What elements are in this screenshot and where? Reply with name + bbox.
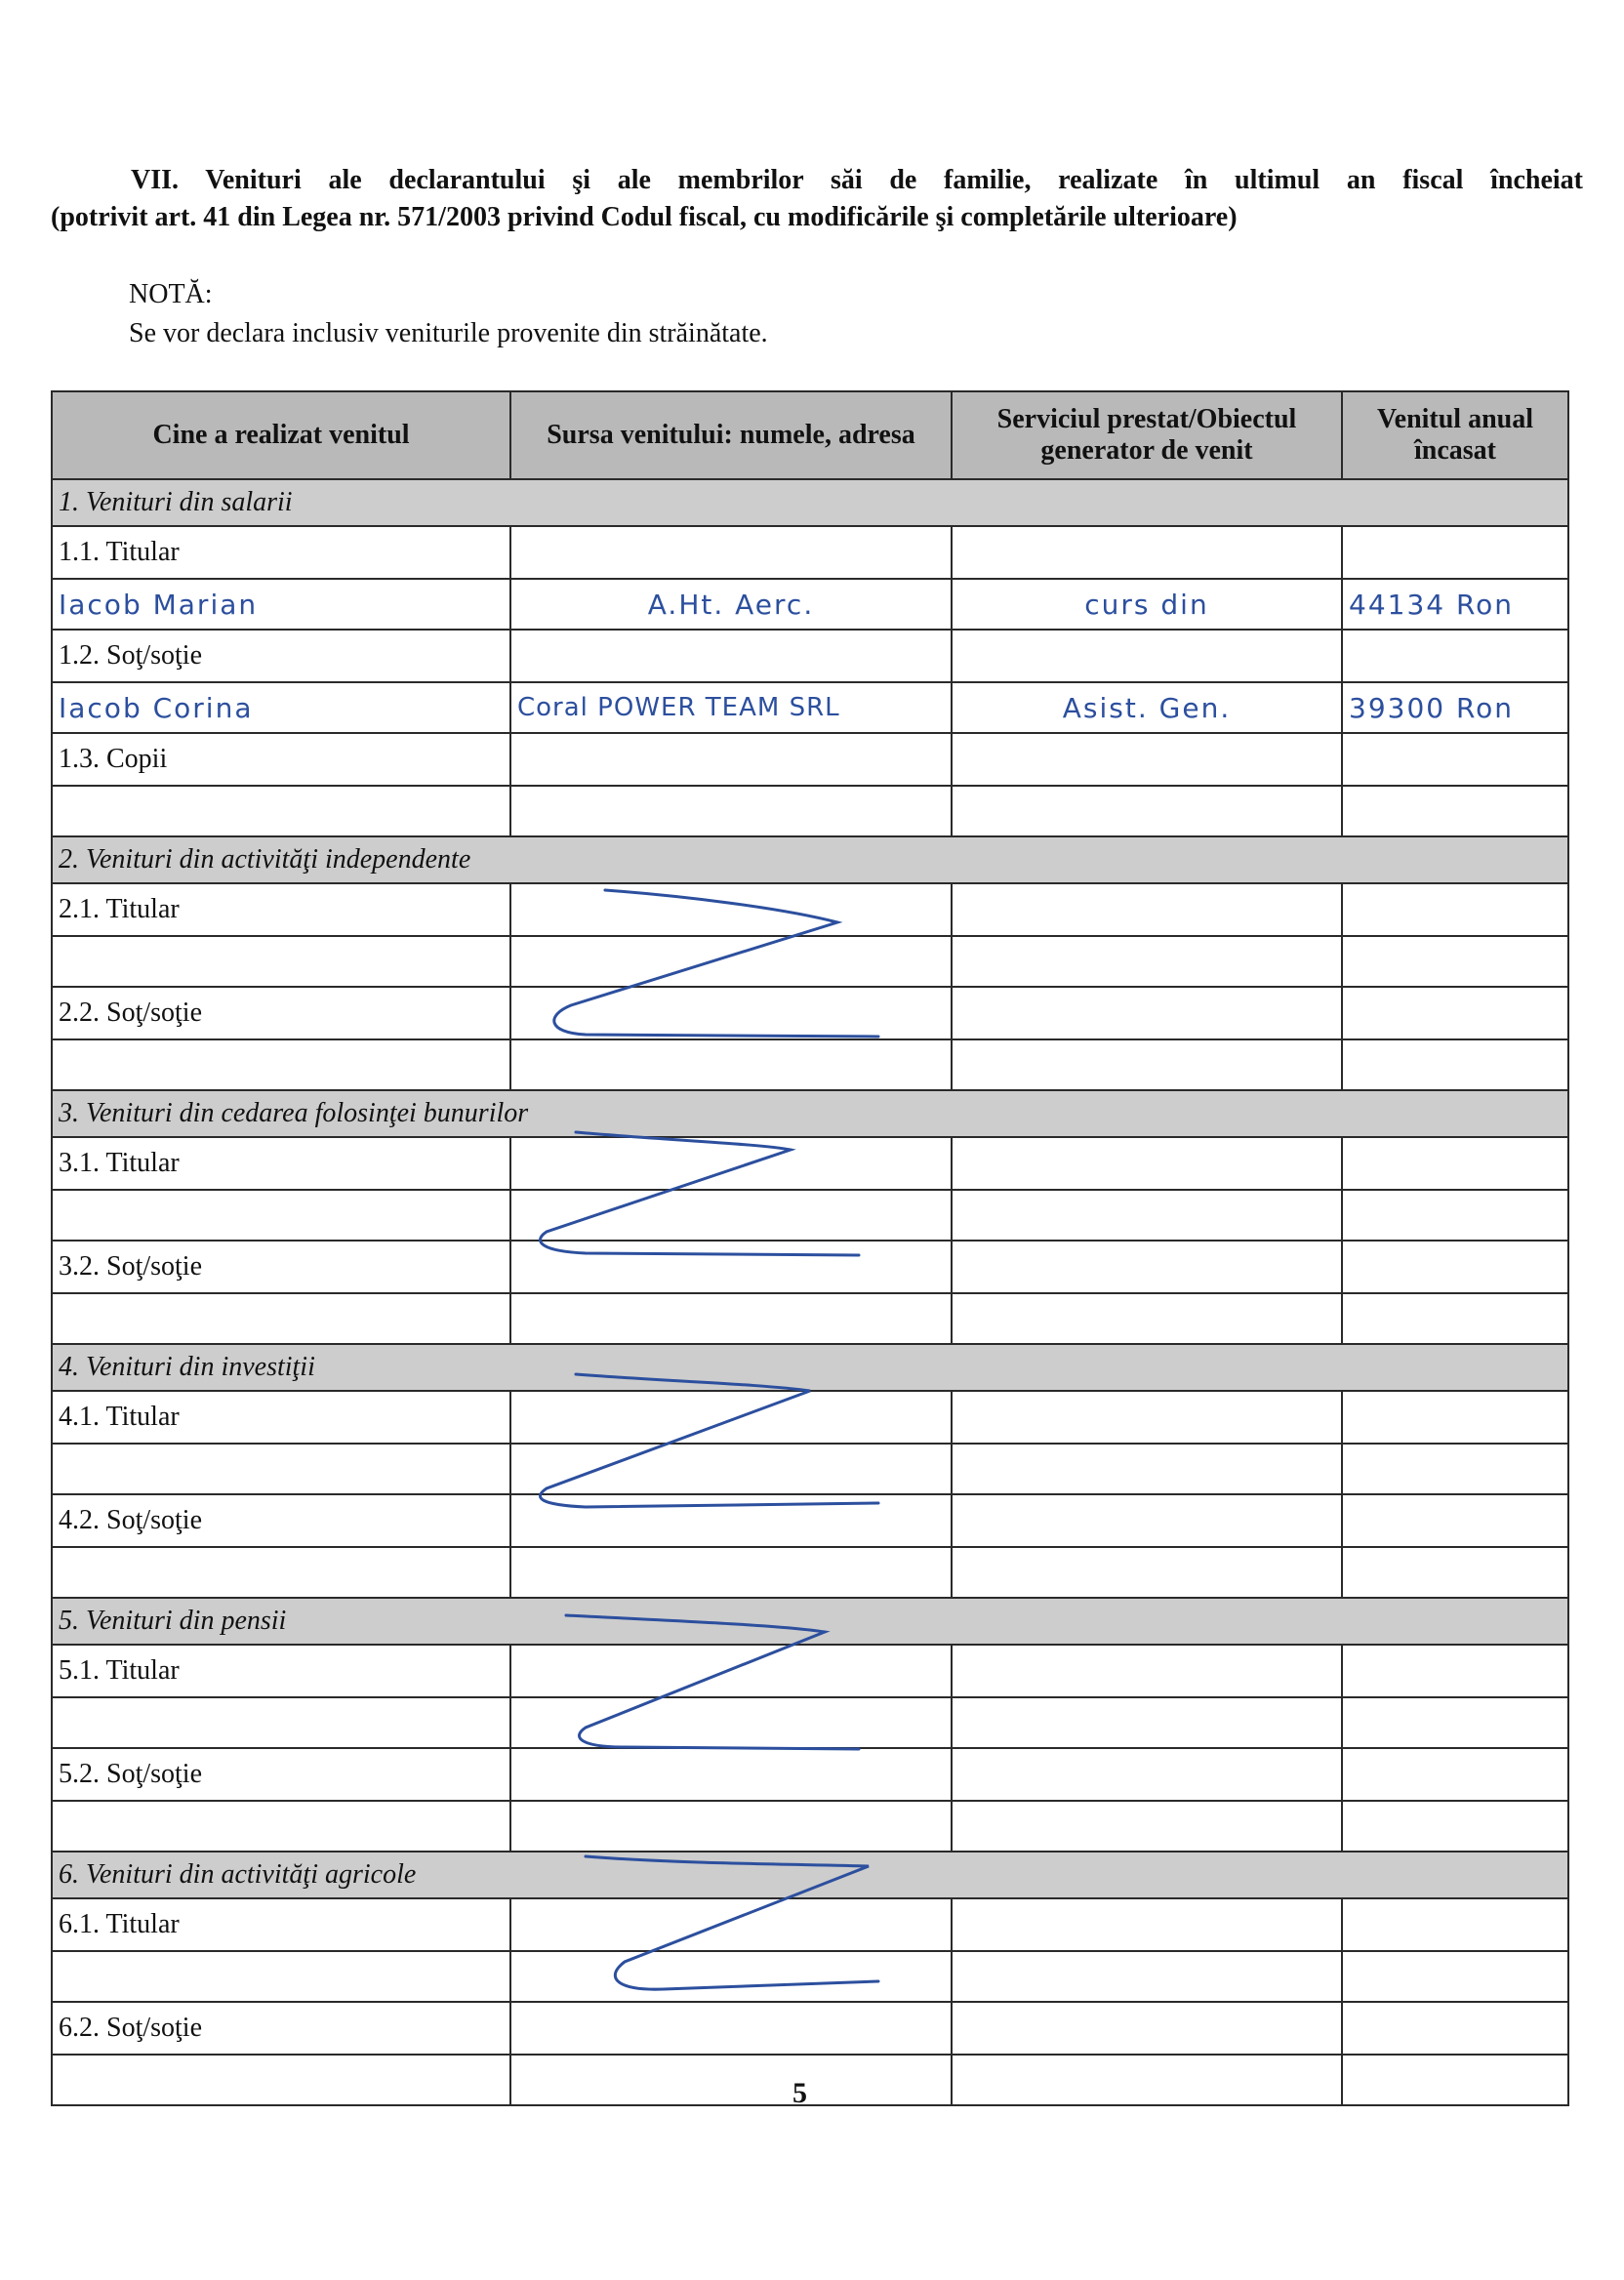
table-row [52,526,1568,579]
header-service: Serviciul prestat/Obiectul generator de venit [952,391,1342,479]
table-row [52,2055,1568,2105]
table-row [52,1190,1568,1241]
section-title: 6. Venituri din activităţi agricole [52,1852,1568,1898]
table-row [52,1494,1568,1547]
table-row [52,1645,1568,1697]
table-row [52,630,1568,682]
table-row [52,1547,1568,1598]
table-row [52,1444,1568,1494]
row-label: 4.1. Titular [52,1391,510,1444]
section-title: 5. Venituri din pensii [52,1598,1568,1645]
row-label: 1.3. Copii [52,733,510,786]
table-row [52,1951,1568,2002]
handwritten-service: curs din [952,579,1342,630]
section-heading [51,162,1583,236]
table-row [52,1293,1568,1344]
header-who: Cine a realizat venitul [52,391,510,479]
row-label: 3.1. Titular [52,1137,510,1190]
table-row [52,733,1568,786]
table-header-row [52,391,1568,479]
table-row [52,987,1568,1039]
row-label: 6.2. Soţ/soţie [52,2002,510,2055]
section-row [52,1090,1568,1137]
section-title: 3. Venituri din cedarea folosinţei bunurilor [52,1090,1568,1137]
table-row [52,1039,1568,1090]
handwritten-amount: 39300 Ron [1342,682,1568,733]
handwritten-source: A.Ht. Aerc. [510,579,952,630]
table-row [52,1697,1568,1748]
section-row [52,836,1568,883]
table-row [52,2002,1568,2055]
handwritten-amount: 44134 Ron [1342,579,1568,630]
header-amount: Venitul anual încasat [1342,391,1568,479]
handwritten-who: Iacob Corina [52,682,510,733]
table-row [52,1391,1568,1444]
handwritten-source: Coral POWER TEAM SRL [510,682,952,733]
section-row [52,479,1568,526]
table-row [52,579,1568,630]
table-row [52,1137,1568,1190]
nota-title: NOTĂ: [129,279,213,309]
row-label: 4.2. Soţ/soţie [52,1494,510,1547]
table-row [52,1801,1568,1852]
nota-text: Se vor declara inclusiv veniturile provenite din străinătate. [129,318,768,348]
row-label: 5.2. Soţ/soţie [52,1748,510,1801]
row-label: 1.2. Soţ/soţie [52,630,510,682]
section-row [52,1344,1568,1391]
section-row [52,1852,1568,1898]
table-row [52,1898,1568,1951]
section-row [52,1598,1568,1645]
row-label: 1.1. Titular [52,526,510,579]
income-table [51,390,1569,2043]
row-label: 5.1. Titular [52,1645,510,1697]
table-row [52,936,1568,987]
nota-block [129,275,768,353]
handwritten-who: Iacob Marian [52,579,510,630]
page-number: 5 [792,2077,807,2109]
heading-line-1: VII. Venituri ale declarantului şi ale membrilor săi de familie, realizate în ultimul an fiscal încheiat [131,165,1583,195]
heading-line-2: (potrivit art. 41 din Legea nr. 571/2003 privind Codul fiscal, cu modificările şi completările ulterioare) [51,202,1238,232]
row-label: 6.1. Titular [52,1898,510,1951]
table-row [52,1241,1568,1293]
header-source: Sursa venitului: numele, adresa [510,391,952,479]
row-label: 3.2. Soţ/soţie [52,1241,510,1293]
table-row [52,883,1568,936]
handwritten-service: Asist. Gen. [952,682,1342,733]
table-row [52,682,1568,733]
table-row [52,786,1568,836]
section-title: 2. Venituri din activităţi independente [52,836,1568,883]
row-label: 2.2. Soţ/soţie [52,987,510,1039]
row-label: 2.1. Titular [52,883,510,936]
table-row [52,1748,1568,1801]
section-title: 1. Venituri din salarii [52,479,1568,526]
section-title: 4. Venituri din investiţii [52,1344,1568,1391]
